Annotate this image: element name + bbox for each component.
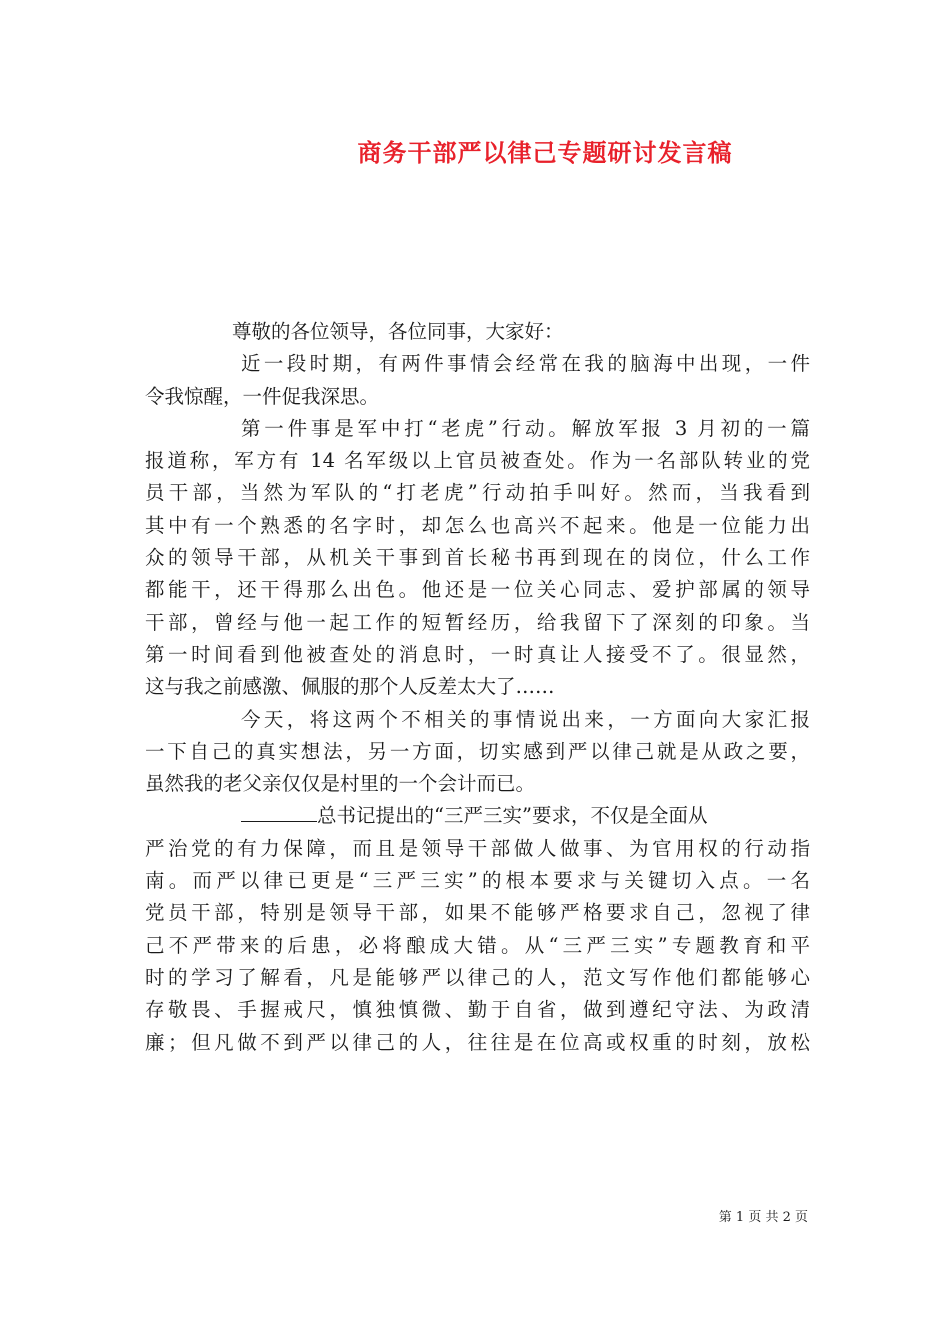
paragraph-line: 这与我之前感激、佩服的那个人反差太大了……	[145, 675, 555, 699]
paragraph-line: 党员干部，特别是领导干部，如果不能够严格要求自己，忽视了律	[145, 901, 810, 925]
blank-underline	[241, 803, 317, 822]
paragraph-line: 干部，曾经与他一起工作的短暂经历，给我留下了深刻的印象。当	[145, 610, 810, 634]
paragraph-line-with-blank	[145, 800, 810, 832]
paragraph-line: 廉；但凡做不到严以律己的人，往往是在位高或权重的时刻，放松	[145, 1030, 810, 1054]
paragraph-line: 第一时间看到他被查处的消息时，一时真让人接受不了。很显然，	[145, 642, 810, 666]
paragraph-line: 都能干，还干得那么出色。他还是一位关心同志、爱护部属的领导	[145, 578, 810, 602]
paragraph-line: 员干部，当然为军队的“打老虎”行动拍手叫好。然而，当我看到	[145, 481, 810, 505]
page-number-footer: 第 1 页 共 2 页	[718, 1210, 808, 1225]
paragraph-line: 第一件事是军中打“老虎”行动。解放军报 3 月初的一篇	[241, 416, 810, 440]
paragraph-line: 存敬畏、手握戒尺，慎独慎微、勤于自省，做到遵纪守法、为政清	[145, 998, 810, 1022]
paragraph-line: 南。而严以律已更是“三严三实”的根本要求与关键切入点。一名	[145, 869, 810, 893]
paragraph-line: 报道称，军方有 14 名军级以上官员被查处。作为一名部队转业的党	[145, 449, 810, 473]
paragraph-line: 其中有一个熟悉的名字时，却怎么也高兴不起来。他是一位能力出	[145, 513, 810, 537]
paragraph-line: 众的领导干部，从机关干事到首长秘书再到现在的岗位，什么工作	[145, 546, 810, 570]
greeting-line: 尊敬的各位领导，各位同事，大家好：	[232, 320, 564, 343]
paragraph-line: 时的学习了解看，凡是能够严以律己的人，范文写作他们都能够心	[145, 965, 810, 989]
paragraph-line: 近一段时期，有两件事情会经常在我的脑海中出现，一件	[241, 352, 810, 376]
paragraph-line: 虽然我的老父亲仅仅是村里的一个会计而已。	[145, 772, 536, 796]
paragraph-line: 严治党的有力保障，而且是领导干部做人做事、为官用权的行动指	[145, 836, 810, 860]
document-title: 商务干部严以律己专题研讨发言稿	[357, 138, 733, 167]
paragraph-line: 今天，将这两个不相关的事情说出来，一方面向大家汇报	[241, 707, 810, 731]
paragraph-line: 一下自己的真实想法，另一方面，切实感到严以律己就是从政之要，	[145, 739, 810, 763]
document-body	[145, 316, 810, 1059]
paragraph-line: 令我惊醒，一件促我深思。	[145, 384, 380, 408]
paragraph-line-text: 总书记提出的“三严三实”要求，不仅是全面从	[317, 804, 708, 828]
paragraph-line: 己不严带来的后患，必将酿成大错。从“三严三实”专题教育和平	[145, 933, 810, 957]
